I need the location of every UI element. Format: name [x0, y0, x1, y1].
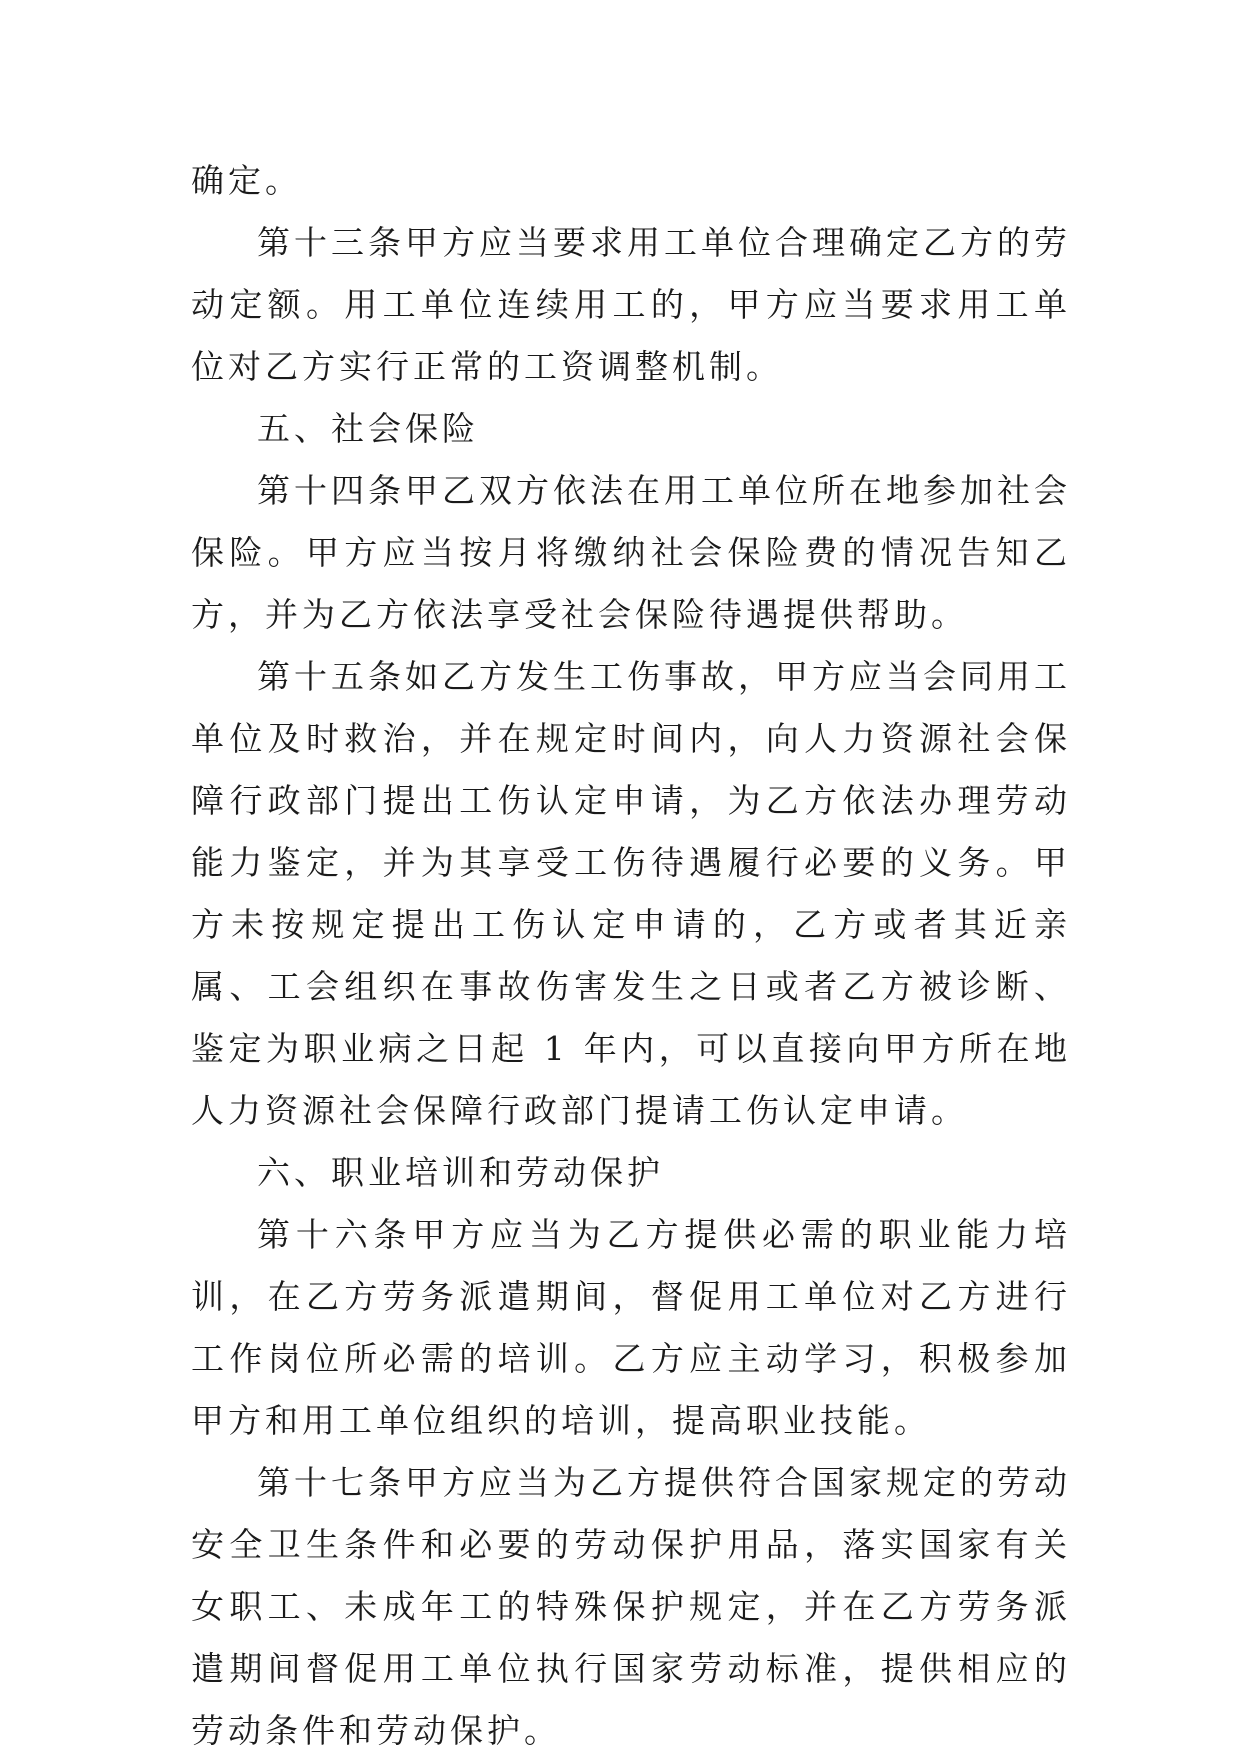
paragraph-article-15: 第十五条如乙方发生工伤事故，甲方应当会同用工单位及时救治，并在规定时间内，向人力资源社会保障行政部门提出工伤认定申请，为乙方依法办理劳动能力鉴定，并为其享受工伤待遇履行必要的义务。甲方未按规定提出工伤认定申请的，乙方或者其近亲属、工会组织在事故伤害发生之日或者乙方被诊断、鉴定为职业病之日起 1 年内，可以直接向甲方所在地人力资源社会保障行政部门提请工伤认定申请。	[191, 657, 1071, 1130]
section-heading-social-insurance: 五、社会保险	[257, 409, 479, 448]
paragraph-continuation: 确定。	[191, 161, 302, 200]
paragraph-article-13: 第十三条甲方应当要求用工单位合理确定乙方的劳动定额。用工单位连续用工的，甲方应当要求用工单位对乙方实行正常的工资调整机制。	[191, 223, 1071, 386]
paragraph-article-14: 第十四条甲乙双方依法在用工单位所在地参加社会保险。甲方应当按月将缴纳社会保险费的情况告知乙方，并为乙方依法享受社会保险待遇提供帮助。	[191, 471, 1071, 634]
document-body	[191, 150, 1071, 1762]
section-heading-training-protection: 六、职业培训和劳动保护	[257, 1153, 664, 1192]
paragraph-article-17: 第十七条甲方应当为乙方提供符合国家规定的劳动安全卫生条件和必要的劳动保护用品，落实国家有关女职工、未成年工的特殊保护规定，并在乙方劳务派遣期间督促用工单位执行国家劳动标准，提供相应的劳动条件和劳动保护。	[191, 1463, 1071, 1750]
paragraph-article-16: 第十六条甲方应当为乙方提供必需的职业能力培训，在乙方劳务派遣期间，督促用工单位对乙方进行工作岗位所必需的培训。乙方应主动学习，积极参加甲方和用工单位组织的培训，提高职业技能。	[191, 1215, 1071, 1440]
